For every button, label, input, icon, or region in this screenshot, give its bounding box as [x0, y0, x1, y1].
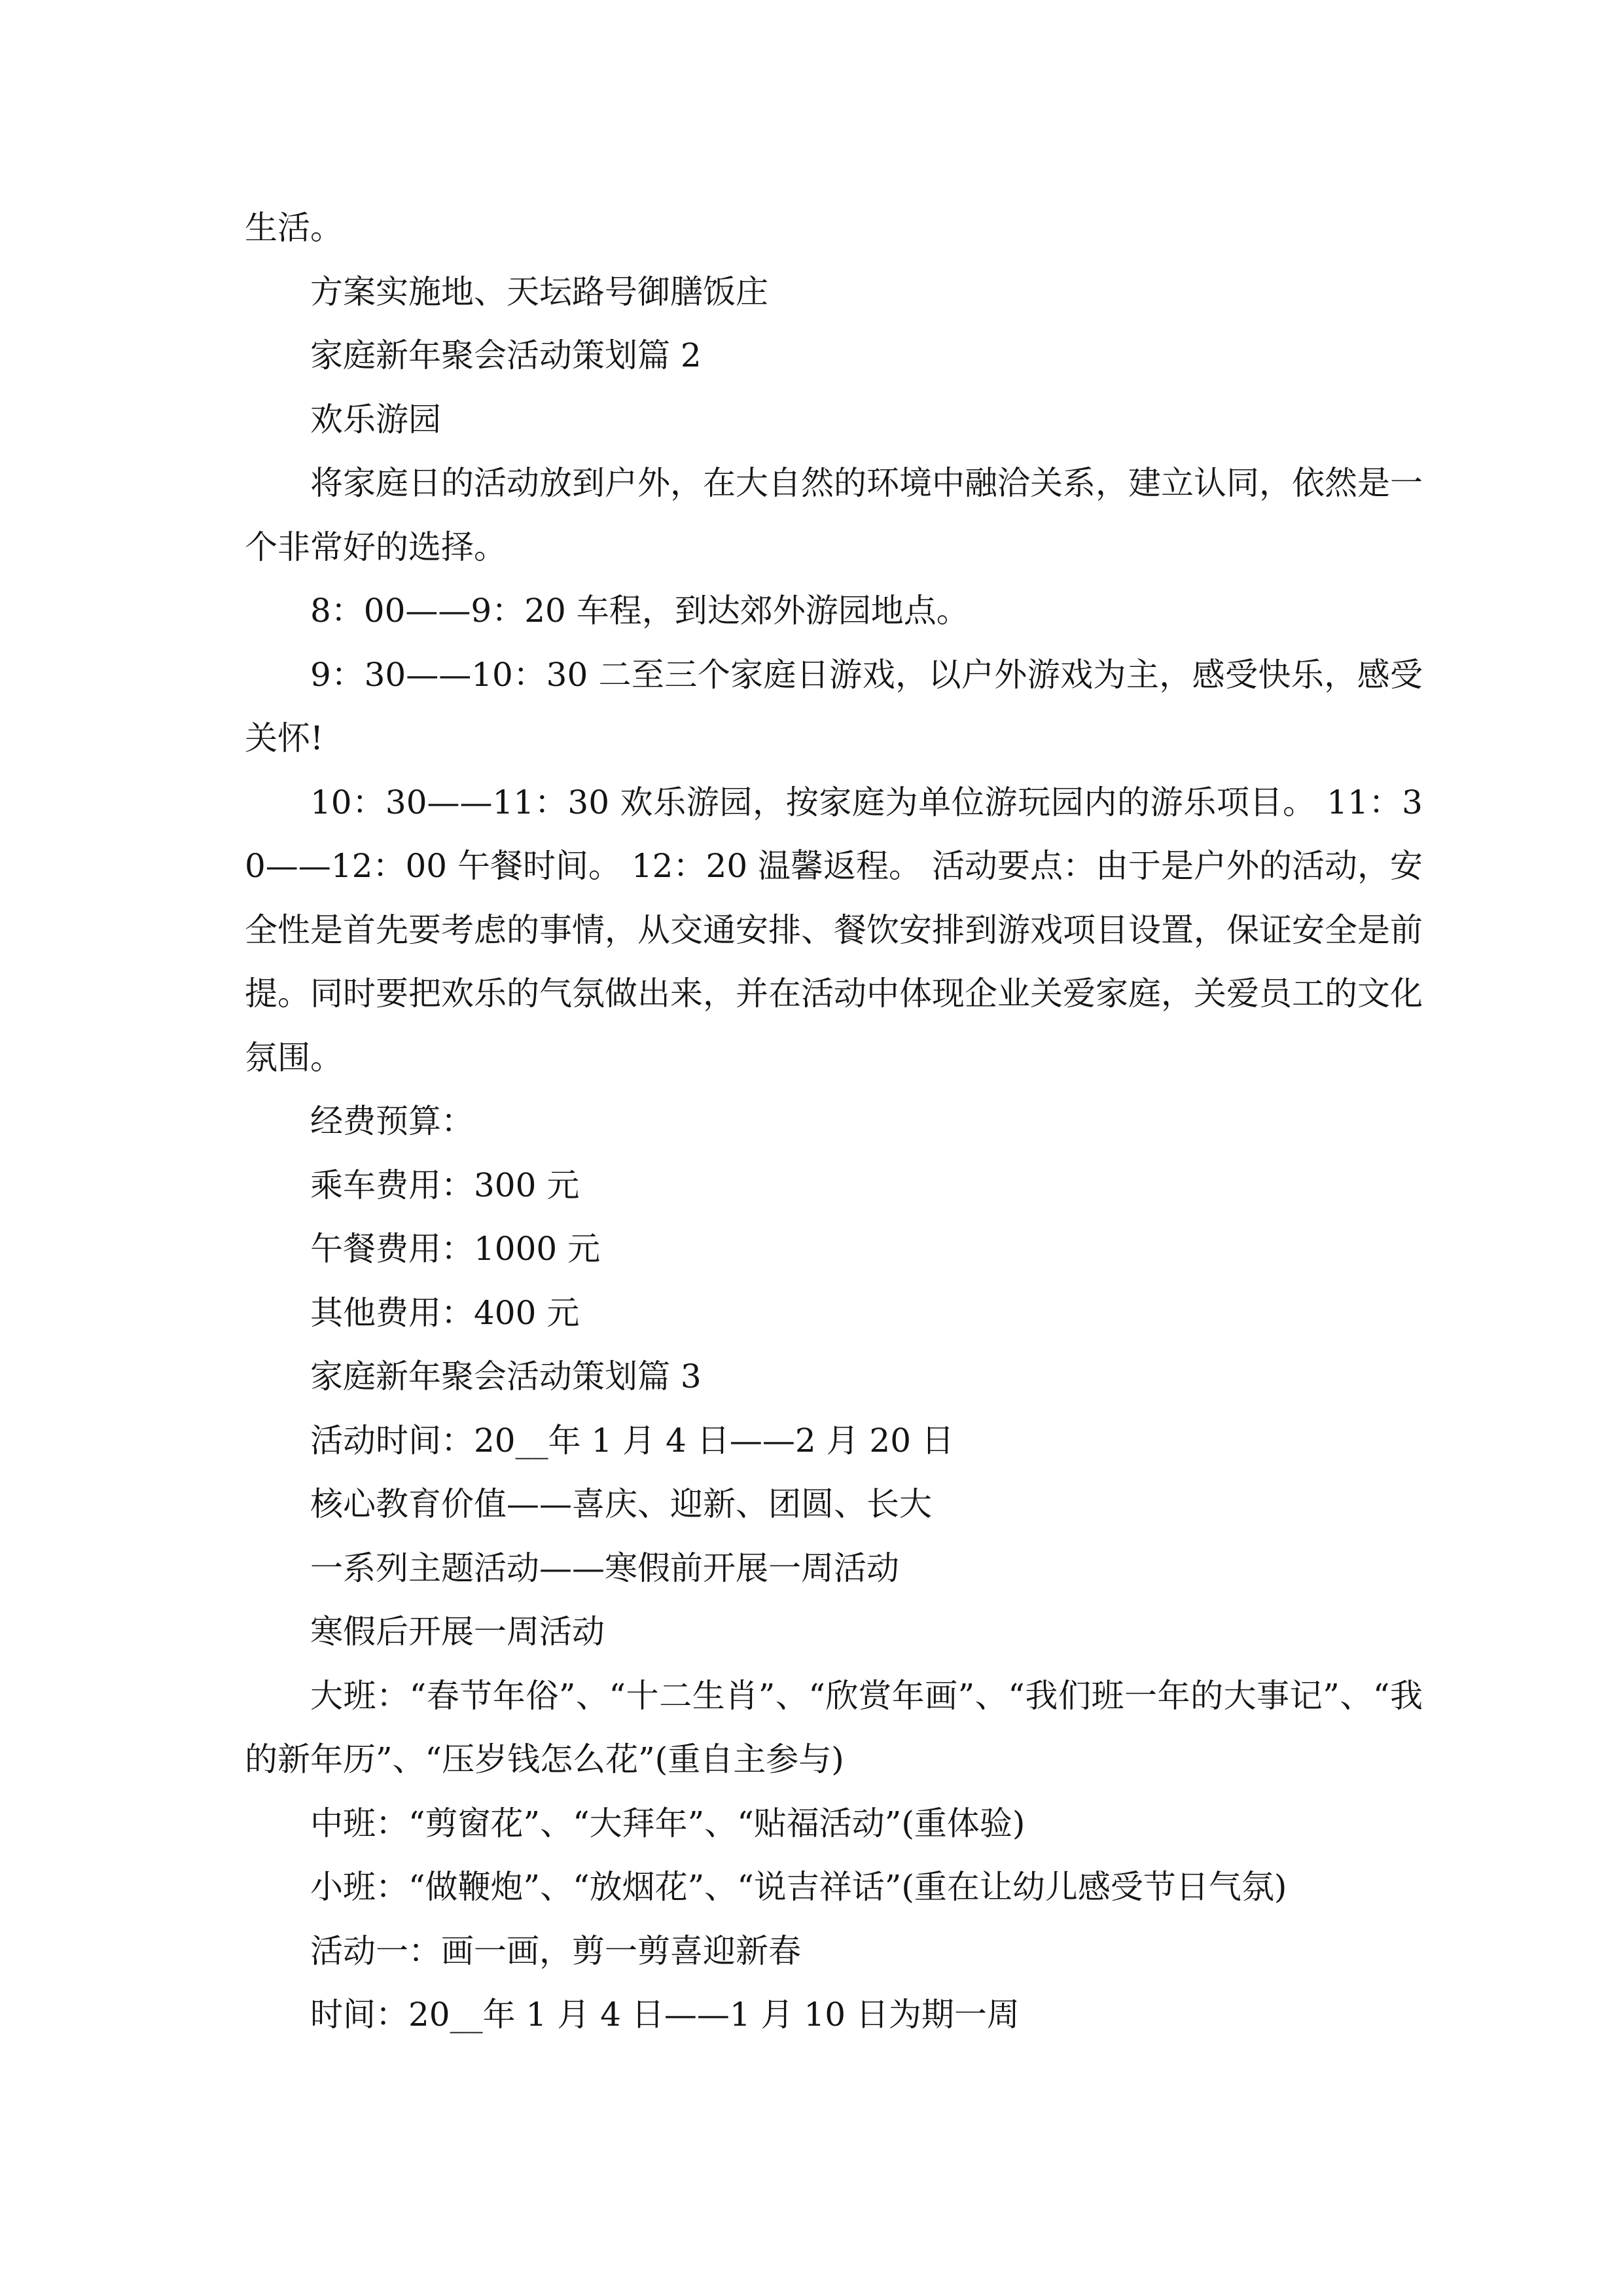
paragraph: 大班：“春节年俗”、“十二生肖”、“欣赏年画”、“我们班一年的大事记”、“我的新年历”、“压岁钱怎么花”(重自主参与) — [245, 1676, 1423, 1778]
budget-item: 乘车费用：300 元 — [310, 1166, 580, 1204]
paragraph: 时间：20__年 1 月 4 日——1 月 10 日为期一周 — [310, 1996, 1020, 2034]
paragraph: 活动一：画一画，剪一剪喜迎新春 — [310, 1931, 801, 1970]
paragraph: 一系列主题活动——寒假前开展一周活动 — [310, 1549, 899, 1587]
section-heading: 家庭新年聚会活动策划篇 2 — [310, 336, 702, 374]
paragraph: 欢乐游园 — [310, 400, 441, 439]
paragraph: 方案实施地、天坛路号御膳饭庄 — [310, 272, 768, 311]
document-body — [245, 196, 1423, 2047]
budget-item: 午餐费用：1000 元 — [310, 1230, 601, 1268]
paragraph: 小班：“做鞭炮”、“放烟花”、“说吉祥话”(重在让幼儿感受节日气氛) — [310, 1868, 1287, 1906]
paragraph: 将家庭日的活动放到户外，在大自然的环境中融洽关系，建立认同，依然是一个非常好的选择。 — [245, 464, 1423, 566]
paragraph: 活动时间：20__年 1 月 4 日——2 月 20 日 — [310, 1421, 954, 1460]
paragraph: 寒假后开展一周活动 — [310, 1613, 605, 1651]
paragraph: 生活。 — [245, 209, 343, 247]
section-heading: 家庭新年聚会活动策划篇 3 — [310, 1357, 702, 1395]
schedule-item: 8：00——9：20 车程，到达郊外游园地点。 — [310, 592, 969, 630]
paragraph: 核心教育价值——喜庆、迎新、团圆、长大 — [310, 1485, 932, 1523]
paragraph: 中班：“剪窗花”、“大拜年”、“贴福活动”(重体验) — [310, 1804, 1026, 1842]
paragraph: 经费预算： — [310, 1102, 474, 1140]
budget-item: 其他费用：400 元 — [310, 1293, 580, 1332]
schedule-item: 10：30——11：30 欢乐游园，按家庭为单位游玩园内的游乐项目。 11：30——12：00 午餐时间。 12：20 温馨返程。 活动要点：由于是户外的活动，安全性是首先要考虑的事情，从交通安排、餐饮安排到游戏项目设置，保证安全是前提。同时要把欢乐的气氛做出来，并在活动中体现企业关爱家庭，关爱员工的文化氛围。 — [245, 783, 1423, 1077]
schedule-item: 9：30——10：30 二至三个家庭日游戏，以户外游戏为主，感受快乐，感受关怀! — [245, 655, 1423, 757]
